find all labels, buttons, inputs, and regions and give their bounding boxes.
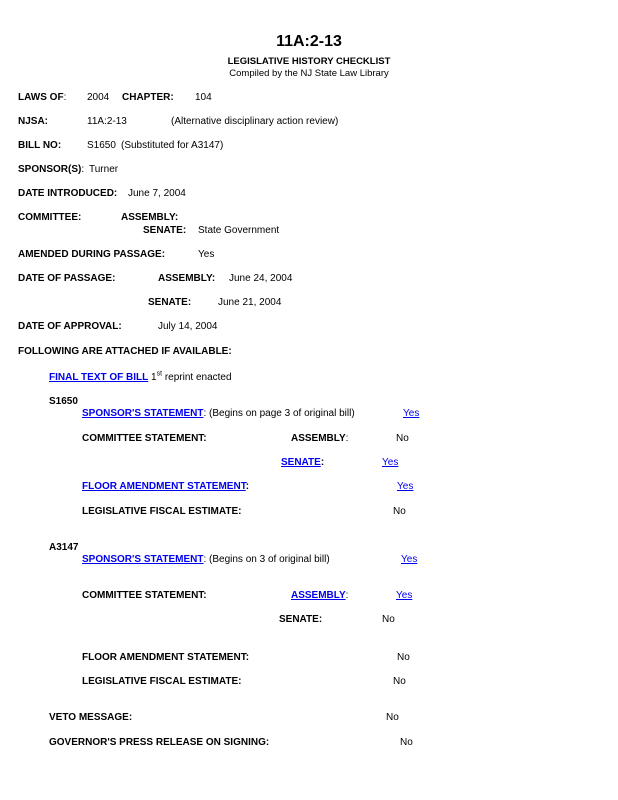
passage-senate-value: June 21, 2004 xyxy=(218,297,282,308)
s1650-committee-label: COMMITTEE STATEMENT: xyxy=(82,433,207,444)
s1650-senate-row xyxy=(281,457,324,468)
a3147-senate-value: No xyxy=(382,614,395,625)
sponsors-colon: : xyxy=(81,164,85,175)
laws-of-year: 2004 xyxy=(87,92,110,103)
bill-no-value: S1650 xyxy=(87,140,116,151)
reprint-text: reprint enacted xyxy=(162,372,232,383)
sponsors-value: Turner xyxy=(89,164,119,175)
s1650-assembly-colon: : xyxy=(345,433,349,444)
a3147-assembly-yes-link[interactable]: Yes xyxy=(396,590,413,601)
a3147-assembly-row xyxy=(291,590,348,601)
s1650-floor-amendment-link[interactable]: FLOOR AMENDMENT STATEMENT xyxy=(82,481,246,492)
passage-assembly-value: June 24, 2004 xyxy=(229,273,293,284)
s1650-sponsor-yes-link[interactable]: Yes xyxy=(403,408,420,419)
laws-of-label: LAWS OF xyxy=(18,92,64,103)
amended-label: AMENDED DURING PASSAGE: xyxy=(18,249,166,260)
a3147-sponsor-note: : (Begins on 3 of original bill) xyxy=(203,554,330,565)
s1650-floor-row xyxy=(82,481,249,492)
s1650-sponsor-statement-link[interactable]: SPONSOR'S STATEMENT xyxy=(82,408,204,419)
a3147-committee-label: COMMITTEE STATEMENT: xyxy=(82,590,207,601)
s1650-floor-yes-link[interactable]: Yes xyxy=(397,481,414,492)
s1650-sponsor-row xyxy=(82,408,355,419)
date-of-passage-label: DATE OF PASSAGE: xyxy=(18,273,116,284)
sponsors-row xyxy=(18,164,84,175)
s1650-assembly-value: No xyxy=(396,433,409,444)
a3147-assembly-colon: : xyxy=(345,590,349,601)
reprint-superscript: st xyxy=(156,370,163,378)
s1650-senate-yes-link[interactable]: Yes xyxy=(382,457,399,468)
amended-value: Yes xyxy=(198,249,215,260)
s1650-assembly-row xyxy=(291,433,348,444)
committee-assembly-label: ASSEMBLY: xyxy=(121,212,179,223)
date-introduced-label: DATE INTRODUCED: xyxy=(18,188,118,199)
page-title: 11A:2-13 xyxy=(276,33,342,50)
press-release-label: GOVERNOR'S PRESS RELEASE ON SIGNING: xyxy=(49,737,270,748)
page-subtitle: LEGISLATIVE HISTORY CHECKLIST xyxy=(227,56,391,67)
chapter-value: 104 xyxy=(195,92,212,103)
njsa-description: (Alternative disciplinary action review) xyxy=(171,116,339,127)
a3147-label: A3147 xyxy=(49,542,79,553)
bill-no-label: BILL NO: xyxy=(18,140,62,151)
sponsors-label: SPONSOR(S) xyxy=(18,164,82,175)
committee-senate-label: SENATE: xyxy=(143,225,187,236)
s1650-sponsor-note: : (Begins on page 3 of original bill) xyxy=(203,408,355,419)
s1650-fiscal-label: LEGISLATIVE FISCAL ESTIMATE: xyxy=(82,506,242,517)
chapter-label: CHAPTER: xyxy=(122,92,174,103)
date-of-approval-value: July 14, 2004 xyxy=(158,321,218,332)
attached-heading: FOLLOWING ARE ATTACHED IF AVAILABLE: xyxy=(18,346,232,357)
final-text-link[interactable]: FINAL TEXT OF BILL xyxy=(49,372,149,383)
s1650-assembly-label: ASSEMBLY xyxy=(291,433,346,444)
a3147-fiscal-value: No xyxy=(393,676,406,687)
compiled-by: Compiled by the NJ State Law Library xyxy=(229,68,389,79)
passage-senate-label: SENATE: xyxy=(148,297,192,308)
s1650-senate-colon: : xyxy=(320,457,325,468)
bill-no-note: (Substituted for A3147) xyxy=(121,140,224,151)
s1650-fiscal-value: No xyxy=(393,506,406,517)
laws-of-colon: : xyxy=(63,92,67,103)
date-introduced-value: June 7, 2004 xyxy=(128,188,186,199)
a3147-sponsor-yes-link[interactable]: Yes xyxy=(401,554,418,565)
a3147-sponsor-statement-link[interactable]: SPONSOR'S STATEMENT xyxy=(82,554,204,565)
a3147-senate-label: SENATE: xyxy=(279,614,323,625)
veto-label: VETO MESSAGE: xyxy=(49,712,133,723)
a3147-floor-value: No xyxy=(397,652,410,663)
a3147-assembly-link[interactable]: ASSEMBLY xyxy=(291,590,346,601)
veto-value: No xyxy=(386,712,399,723)
a3147-floor-label: FLOOR AMENDMENT STATEMENT: xyxy=(82,652,250,663)
date-of-approval-label: DATE OF APPROVAL: xyxy=(18,321,122,332)
committee-label: COMMITTEE: xyxy=(18,212,82,223)
laws-of-label-group xyxy=(18,92,66,103)
press-release-value: No xyxy=(400,737,413,748)
njsa-label: NJSA: xyxy=(18,116,49,127)
final-text-row xyxy=(49,372,232,383)
s1650-floor-colon: : xyxy=(245,481,250,492)
s1650-label: S1650 xyxy=(49,396,78,407)
a3147-sponsor-row xyxy=(82,554,330,565)
passage-assembly-label: ASSEMBLY: xyxy=(158,273,216,284)
committee-senate-value: State Government xyxy=(198,225,280,236)
a3147-fiscal-label: LEGISLATIVE FISCAL ESTIMATE: xyxy=(82,676,242,687)
s1650-senate-link[interactable]: SENATE xyxy=(281,457,321,468)
njsa-value: 11A:2-13 xyxy=(87,116,127,127)
reprint-number: 1 xyxy=(151,372,157,383)
